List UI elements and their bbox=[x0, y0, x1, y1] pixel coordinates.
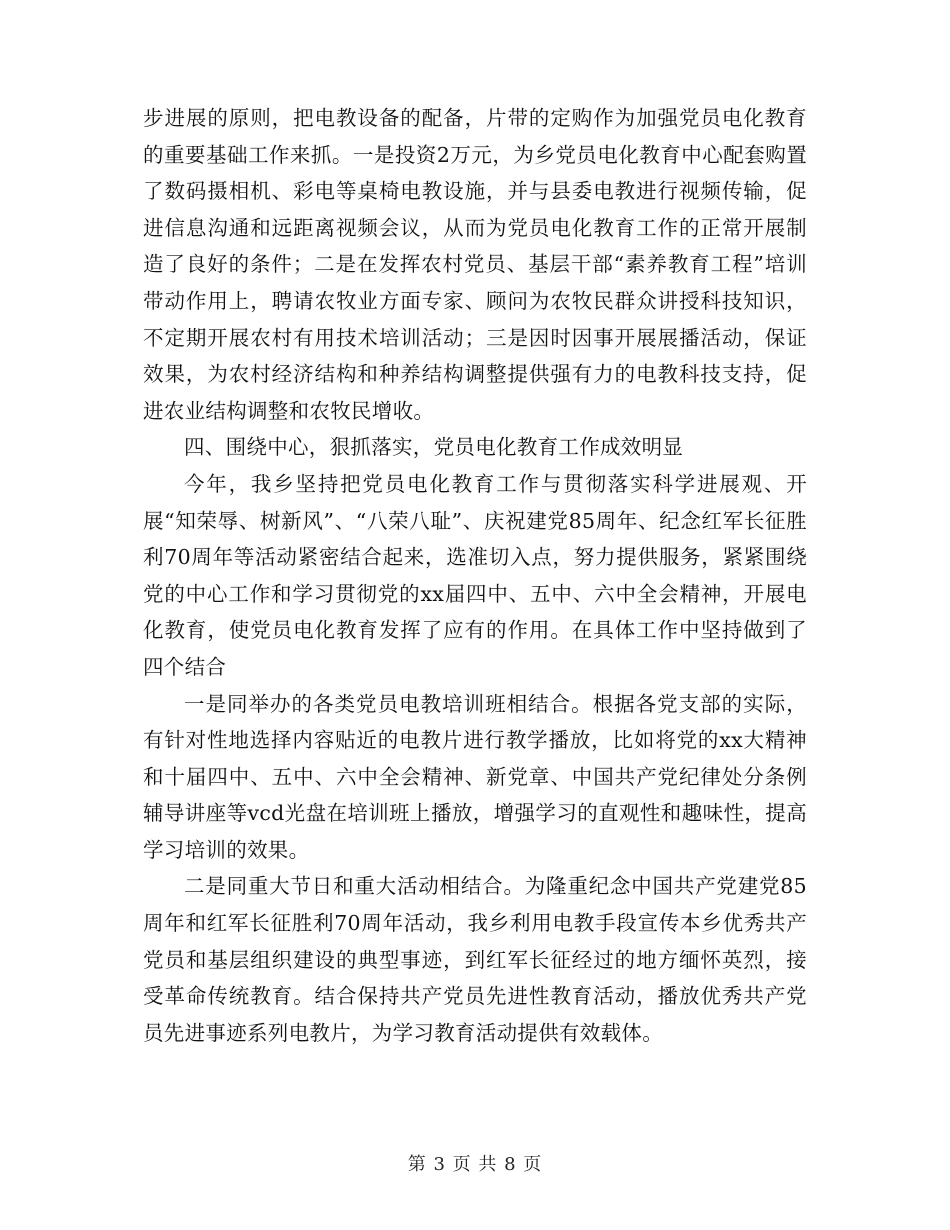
page-number-footer: 第 3 页 共 8 页 bbox=[407, 1154, 543, 1175]
section-heading: 四、围绕中心，狠抓落实，党员电化教育工作成效明显 bbox=[184, 435, 684, 460]
paragraph-continuation: 步进展的原则，把电教设备的配备，片带的定购作为加强党员电化教育的重要基础工作来抓。一是投资2万元，为乡党员电化教育中心配套购置了数码摄相机、彩电等桌椅电教设施，并与县委电教进行视频传输，促进信息沟通和远距离视频会议，从而为党员电化教育工作的正常开展制造了良好的条件；二是在发挥农村党员、基层干部“素养教育工程”培训带动作用上，聘请农牧业方面专家、顾问为农牧民群众讲授科技知识，不定期开展农村有用技术培训活动；三是因时因事开展展播活动，保证效果，为农村经济结构和种养结构调整提供强有力的电教科技支持，促进农业结构调整和农牧民增收。 bbox=[143, 106, 807, 423]
paragraph-combination-two: 二是同重大节日和重大活动相结合。为隆重纪念中国共产党建党85周年和红军长征胜利70周年活动，我乡利用电教手段宣传本乡优秀共产党员和基层组织建设的典型事迹，到红军长征经过的地方缅怀英烈，接受革命传统教育。结合保持共产党员先进性教育活动，播放优秀共产党员先进事迹系列电教片，为学习教育活动提供有效载体。 bbox=[143, 874, 807, 1045]
paragraph-this-year: 今年，我乡坚持把党员电化教育工作与贯彻落实科学进展观、开展“知荣辱、树新风”、“八荣八耻”、庆祝建党85周年、纪念红军长征胜利70周年等活动紧密结合起来，选准切入点，努力提供服务，紧紧围绕党的中心工作和学习贯彻党的xx届四中、五中、六中全会精神，开展电化教育，使党员电化教育发挥了应有的作用。在具体工作中坚持做到了四个结合 bbox=[143, 471, 807, 679]
paragraph-combination-one: 一是同举办的各类党员电教培训班相结合。根据各党支部的实际，有针对性地选择内容贴近的电教片进行教学播放，比如将党的xx大精神和十届四中、五中、六中全会精神、新党章、中国共产党纪律处分条例辅导讲座等vcd光盘在培训班上播放，增强学习的直观性和趣味性，提高学习培训的效果。 bbox=[143, 691, 807, 862]
document-body bbox=[143, 100, 807, 1051]
